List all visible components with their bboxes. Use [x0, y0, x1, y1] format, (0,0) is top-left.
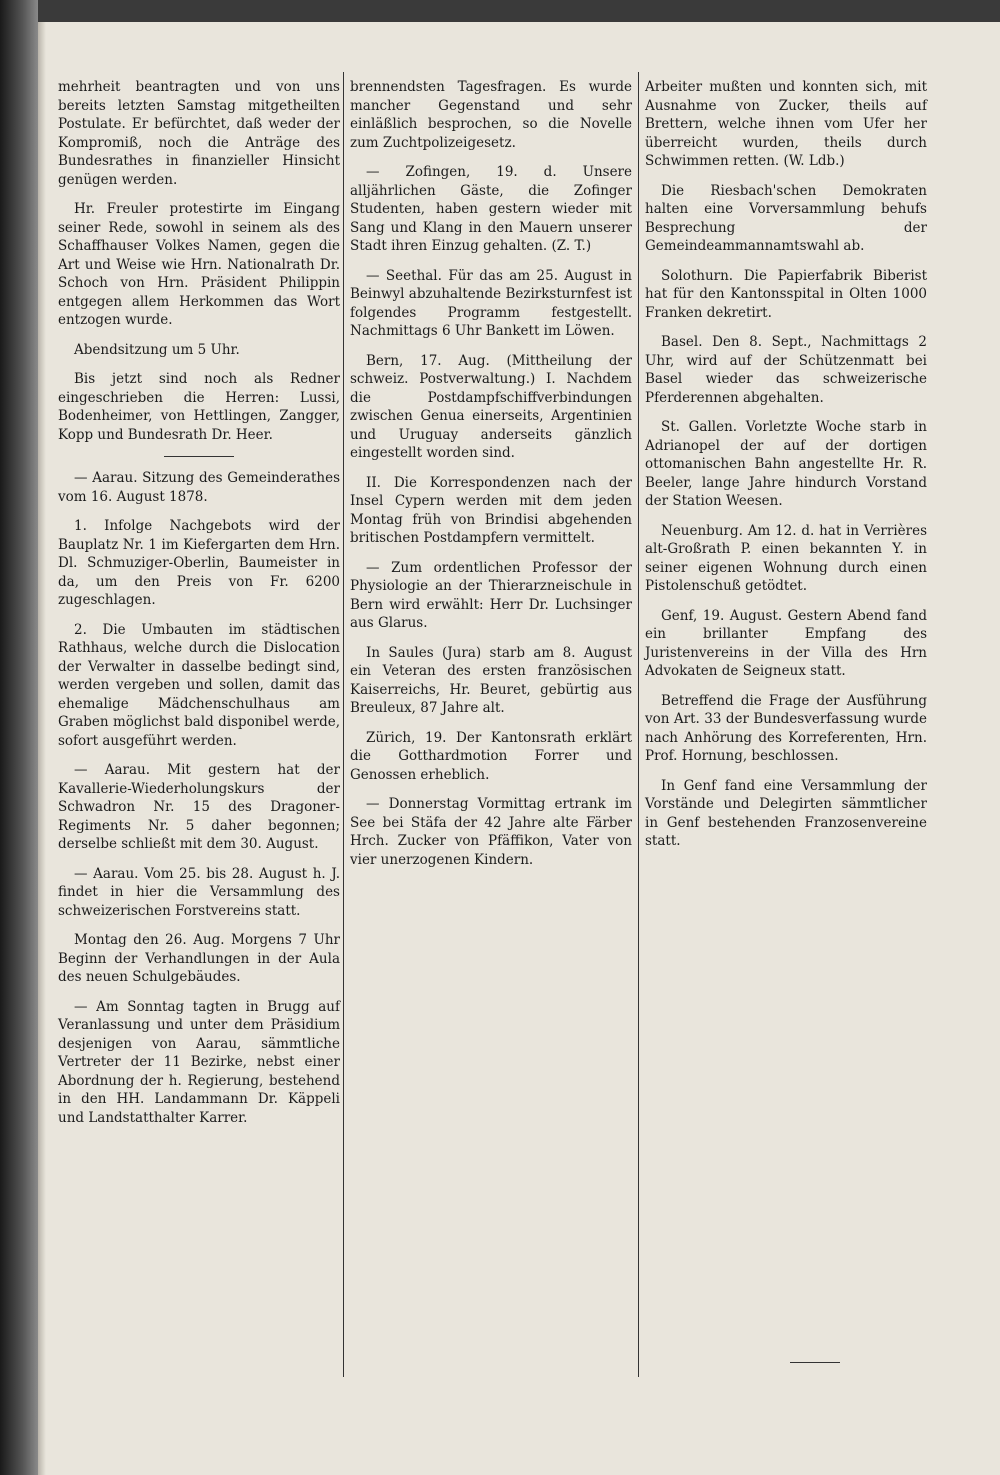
- page-gutter-shadow: [38, 22, 46, 1475]
- section-separator: [164, 456, 234, 457]
- article-paragraph: — Donnerstag Vormittag ertrank im See bei Stäfa der 42 Jahre alte Färber Hrch. Zucker von Pfäffikon, Vater von vier unerzogenen Kindern.: [350, 796, 632, 868]
- article-paragraph: — Aarau. Vom 25. bis 28. August h. J. findet in hier die Versammlung des schweizerischen Forstvereins statt.: [58, 865, 340, 919]
- column-rule-right: [638, 72, 639, 1377]
- article-paragraph: Montag den 26. Aug. Morgens 7 Uhr Beginn der Verhandlungen in der Aula des neuen Schulgebäudes.: [58, 932, 340, 985]
- article-paragraph: mehrheit beantragten und von uns bereits letzten Samstag mitgetheilten Postulate. Er befürchtet, daß weder der Kompromiß, noch die Anträge des Bundesrathes in finanzieller Hinsicht genügen werden.: [58, 79, 340, 188]
- column-3: [645, 78, 927, 862]
- article-paragraph: Hr. Freuler protestirte im Eingang seiner Rede, sowohl in seinem als des Schaffhauser Volkes Namen, gegen die Art und Weise wie Hrn. Nationalrath Dr. Schoch von Hrn. Präsident Philippin entgegen allem Herkommen das Wort entzogen wurde.: [58, 201, 340, 328]
- article-paragraph: — Zofingen, 19. d. Unsere alljährlichen Gäste, die Zofinger Studenten, haben gestern wieder mit Sang und Klang in den Mauern unserer Stadt ihren Einzug gehalten. (Z. T.): [350, 164, 632, 254]
- article-paragraph: Zürich, 19. Der Kantonsrath erklärt die Gotthardmotion Forrer und Genossen erheblich.: [350, 729, 632, 783]
- article-paragraph: St. Gallen. Vorletzte Woche starb in Adrianopel der auf der dortigen ottomanischen Bahn angestellte Hr. R. Beeler, lange Jahre hindurch Vorstand der Station Weesen.: [645, 419, 927, 509]
- article-paragraph: brennendsten Tagesfragen. Es wurde mancher Gegenstand und sehr einläßlich besprochen, so die Novelle zum Zuchtpolizeigesetz.: [350, 79, 632, 151]
- article-paragraph: — Zum ordentlichen Professor der Physiologie an der Thierarzneischule in Bern wird erwählt: Herr Dr. Luchsinger aus Glarus.: [350, 559, 632, 631]
- article-paragraph: Genf, 19. August. Gestern Abend fand ein brillanter Empfang des Juristenvereins in der Villa des Hrn Advokaten de Seigneux statt.: [645, 607, 927, 679]
- article-paragraph: Solothurn. Die Papierfabrik Biberist hat für den Kantonsspital in Olten 1000 Franken dekretirt.: [645, 267, 927, 321]
- article-paragraph: II. Die Korrespondenzen nach der Insel Cypern werden mit dem jeden Montag früh von Brindisi abgehenden britischen Postdampfern vermittelt.: [350, 474, 632, 546]
- column-1: [58, 78, 340, 1138]
- article-paragraph: In Saules (Jura) starb am 8. August ein Veteran des ersten französischen Kaiserreichs, Hr. Beuret, gebürtig aus Breuleux, 87 Jahre alt.: [350, 644, 632, 716]
- article-paragraph: 1. Infolge Nachgebots wird der Bauplatz Nr. 1 im Kiefergarten dem Hrn. Dl. Schmuziger-Oberlin, Baumeister in da, um den Preis von Fr. 6200 zugeschlagen.: [58, 518, 340, 608]
- article-paragraph: — Aarau. Sitzung des Gemeinderathes vom 16. August 1878.: [58, 470, 340, 505]
- article-paragraph: 2. Die Umbauten im städtischen Rathhaus, welche durch die Dislocation der Verwalter in dasselbe bedingt sind, werden vergeben und sollen, damit das ehemalige Mädchenschulhaus am Graben möglichst bald disponibel werde, sofort ausgeführt werden.: [58, 621, 340, 749]
- article-paragraph: Die Riesbach'schen Demokraten halten eine Vorversammlung behufs Besprechung der Gemeindeammannamtswahl ab.: [645, 182, 927, 254]
- end-rule: [790, 1362, 840, 1363]
- article-paragraph: — Seethal. Für das am 25. August in Beinwyl abzuhaltende Bezirksturnfest ist folgendes Programm festgestellt. Nachmittags 6 Uhr Bankett im Löwen.: [350, 267, 632, 339]
- book-binding: [0, 0, 38, 1475]
- article-paragraph: — Am Sonntag tagten in Brugg auf Veranlassung und unter dem Präsidium desjenigen von Aarau, sämmtliche Vertreter der 11 Bezirke, nebst einer Abordnung der h. Regierung, bestehend in den HH. Landammann Dr. Käppeli und Landstatthalter Karrer.: [58, 998, 340, 1126]
- article-paragraph: Arbeiter mußten und konnten sich, mit Ausnahme von Zucker, theils auf Brettern, welche ihnen vom Ufer her überreicht wurden, theils durch Schwimmen retten. (W. Ldb.): [645, 79, 927, 169]
- article-paragraph: Betreffend die Frage der Ausführung von Art. 33 der Bundesverfassung wurde nach Anhörung des Korreferenten, Hrn. Prof. Hornung, beschlossen.: [645, 692, 927, 764]
- article-paragraph: Neuenburg. Am 12. d. hat in Verrières alt-Großrath P. einen bekannten Y. in seiner eigenen Wohnung durch einen Pistolenschuß getödtet.: [645, 522, 927, 594]
- column-rule-left: [343, 72, 344, 1377]
- column-2: [350, 78, 632, 880]
- article-paragraph: Bern, 17. Aug. (Mittheilung der schweiz. Postverwaltung.) I. Nachdem die Postdampfschiffverbindungen zwischen Genua einerseits, Argentinien und Uruguay anderseits gänzlich eingestellt worden sind.: [350, 352, 632, 461]
- article-paragraph: Abendsitzung um 5 Uhr.: [74, 341, 240, 358]
- article-paragraph: — Aarau. Mit gestern hat der Kavallerie-Wiederholungskurs der Schwadron Nr. 15 des Dragoner-Regiments Nr. 5 daher begonnen; derselbe schließt mit dem 30. August.: [58, 762, 340, 852]
- article-paragraph: In Genf fand eine Versammlung der Vorstände und Delegirten sämmtlicher in Genf bestehenden Franzosenvereine statt.: [645, 777, 927, 849]
- article-paragraph: Basel. Den 8. Sept., Nachmittags 2 Uhr, wird auf der Schützenmatt bei Basel wieder das schweizerische Pferderennen abgehalten.: [645, 334, 927, 406]
- article-paragraph: Bis jetzt sind noch als Redner eingeschrieben die Herren: Lussi, Bodenheimer, von Hettlingen, Zangger, Kopp und Bundesrath Dr. Heer.: [58, 371, 340, 443]
